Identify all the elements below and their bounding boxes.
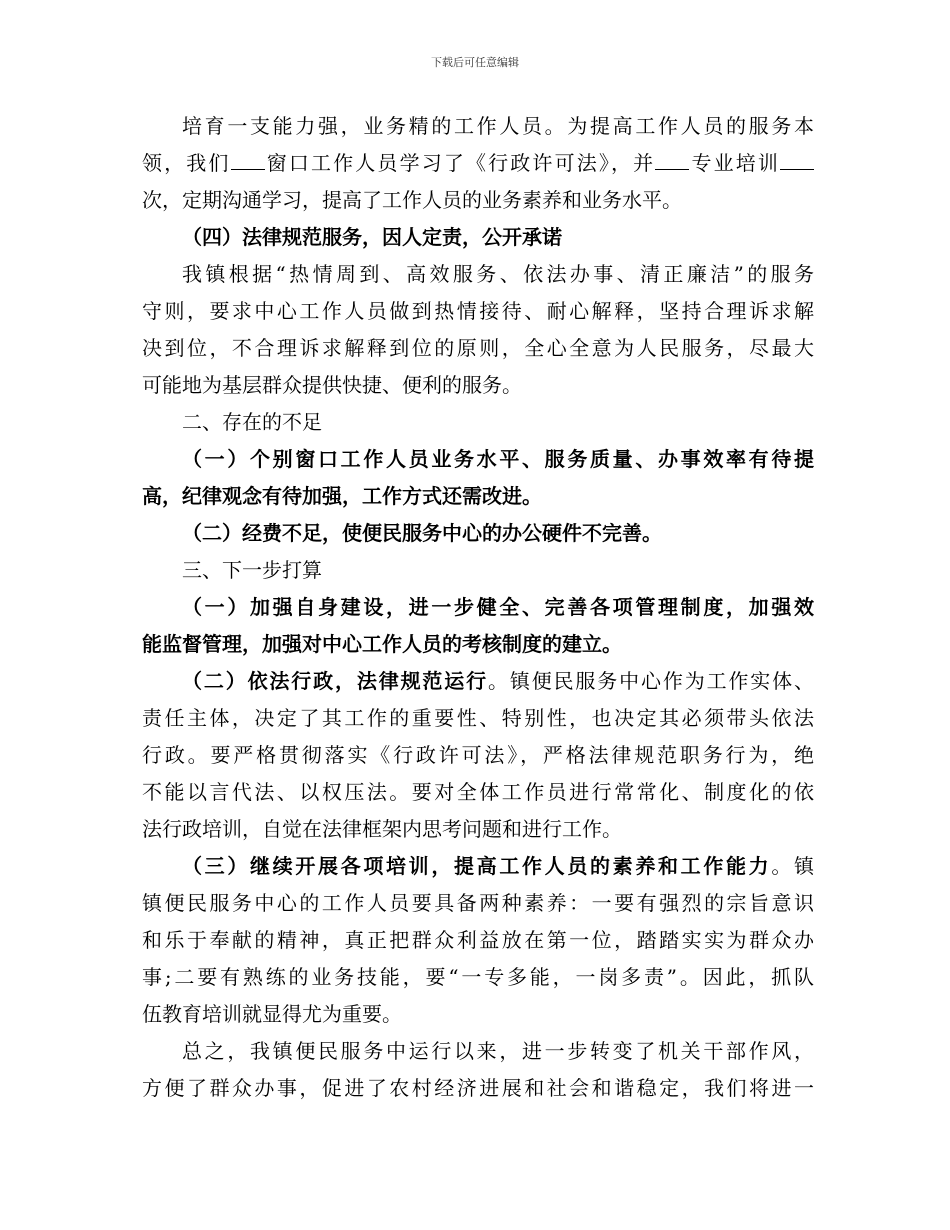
inline-heading: （二）依法行政，法律规范运行 [182, 669, 488, 693]
paragraph-line: 次，定期沟通学习，提高了工作人员的业务素养和业务水平。 [142, 188, 682, 212]
document-body [142, 108, 814, 1107]
paragraph-line [142, 145, 814, 182]
fill-blank [780, 147, 814, 170]
paragraph-line: 责任主体，决定了其工作的重要性、特别性，也决定其必须带头依法 [142, 706, 814, 730]
paragraph-line: 事;二要有熟练的业务技能，要“一专多能，一岗多责”。因此，抓队 [142, 965, 814, 989]
section-heading: 二、存在的不足 [182, 410, 322, 434]
section-heading: 能监督管理，加强对中心工作人员的考核制度的建立。 [142, 632, 622, 656]
paragraph-line: 决到位，不合理诉求解释到位的原则，全心全意为人民服务，尽最大 [142, 336, 814, 360]
paragraph-line: 守则，要求中心工作人员做到热情接待、耐心解释，坚持合理诉求解 [142, 299, 814, 323]
section-heading: 三、下一步打算 [182, 558, 322, 582]
fill-blank [231, 147, 265, 170]
paragraph-line: 镇便民服务中心的工作人员要具备两种素养：一要有强烈的宗旨意识 [142, 891, 814, 915]
section-heading: （一）加强自身建设，进一步健全、完善各项管理制度，加强效 [182, 595, 814, 619]
paragraph-line: 不能以言代法、以权压法。要对全体工作员进行常常化、制度化的依 [142, 780, 814, 804]
line-text: 窗口工作人员学习了《行政许可法》，并 [264, 151, 656, 175]
section-heading: （一）个别窗口工作人员业务水平、服务质量、办事效率有待提 [182, 447, 814, 471]
paragraph-line: 我镇根据“热情周到、高效服务、依法办事、清正廉洁”的服务 [182, 262, 814, 286]
fill-blank [655, 147, 689, 170]
line-text: 。镇便民服务中心作为工作实体、 [488, 669, 814, 693]
paragraph-line: 培育一支能力强，业务精的工作人员。为提高工作人员的服务本 [182, 114, 814, 138]
section-heading: 高，纪律观念有待加强，工作方式还需改进。 [142, 484, 542, 508]
paragraph-line: 总之，我镇便民服务中运行以来，进一步转变了机关干部作风， [182, 1039, 814, 1063]
line-text: 。镇 [771, 854, 815, 878]
line-text: 领，我们 [142, 151, 231, 175]
paragraph-line: 伍教育培训就显得尤为重要。 [142, 1002, 402, 1026]
inline-heading: （三）继续开展各项培训，提高工作人员的素养和工作能力 [182, 854, 772, 878]
paragraph-line: 方便了群众办事，促进了农村经济进展和社会和谐稳定，我们将进一 [142, 1076, 814, 1100]
line-text: 专业培训 [689, 151, 781, 175]
paragraph-line [142, 663, 814, 700]
paragraph-line [142, 848, 814, 885]
section-heading: （二）经费不足，使便民服务中心的办公硬件不完善。 [182, 521, 662, 545]
paragraph-line: 可能地为基层群众提供快捷、便利的服务。 [142, 373, 522, 397]
paragraph-line: 和乐于奉献的精神，真正把群众利益放在第一位，踏踏实实为群众办 [142, 928, 814, 952]
paragraph-line: 法行政培训，自觉在法律框架内思考问题和进行工作。 [142, 817, 622, 841]
paragraph-line: 行政。要严格贯彻落实《行政许可法》，严格法律规范职务行为，绝 [142, 743, 814, 767]
page-header: 下载后可任意编辑 [431, 56, 519, 69]
section-heading: （四）法律规范服务，因人定责，公开承诺 [182, 225, 562, 249]
